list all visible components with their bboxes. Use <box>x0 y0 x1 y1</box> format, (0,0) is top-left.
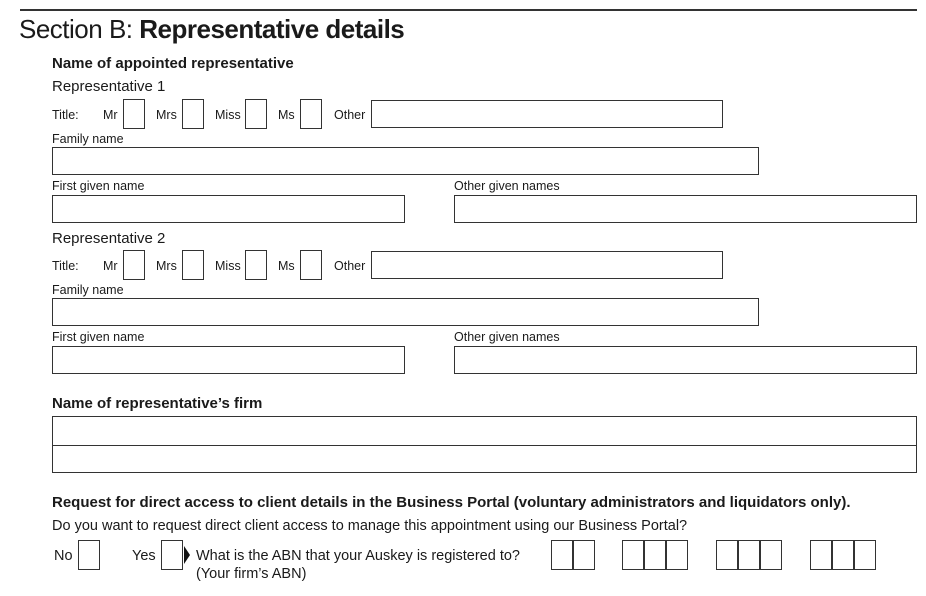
rep2-first-given-name-label: First given name <box>52 330 145 344</box>
rep2-other-given-names-input[interactable] <box>454 346 917 374</box>
rep1-family-name-input[interactable] <box>52 147 759 175</box>
rep1-ms-checkbox[interactable] <box>300 99 322 129</box>
firm-name-input-line-2[interactable] <box>52 445 917 473</box>
rep2-mr-label: Mr <box>103 259 118 273</box>
arrow-right-icon <box>184 546 190 564</box>
rep2-mrs-checkbox[interactable] <box>182 250 204 280</box>
section-top-rule <box>20 9 917 11</box>
rep1-mrs-checkbox[interactable] <box>182 99 204 129</box>
rep2-miss-label: Miss <box>215 259 241 273</box>
rep2-other-given-names-label: Other given names <box>454 330 560 344</box>
rep2-ms-label: Ms <box>278 259 295 273</box>
abn-digit-box[interactable] <box>573 540 595 570</box>
rep2-family-name-label: Family name <box>52 283 124 297</box>
rep2-first-given-name-input[interactable] <box>52 346 405 374</box>
rep2-title-label: Title: <box>52 259 79 273</box>
no-label: No <box>54 548 73 564</box>
no-checkbox[interactable] <box>78 540 100 570</box>
rep1-miss-label: Miss <box>215 108 241 122</box>
rep1-other-label: Other <box>334 108 366 122</box>
rep1-other-given-names-label: Other given names <box>454 179 560 193</box>
rep1-title-label: Title: <box>52 108 79 122</box>
section-heading: Representative details <box>139 14 405 44</box>
abn-digit-box[interactable] <box>644 540 666 570</box>
rep2-mrs-label: Mrs <box>156 259 177 273</box>
rep2-mr-checkbox[interactable] <box>123 250 145 280</box>
rep1-first-given-name-input[interactable] <box>52 195 405 223</box>
abn-digit-box[interactable] <box>666 540 688 570</box>
rep2-ms-checkbox[interactable] <box>300 250 322 280</box>
firm-name-input-line-1[interactable] <box>52 416 917 446</box>
abn-digit-box[interactable] <box>832 540 854 570</box>
abn-digit-box[interactable] <box>551 540 573 570</box>
abn-note: (Your firm’s ABN) <box>196 566 307 582</box>
rep2-other-label: Other <box>334 259 366 273</box>
abn-digit-box[interactable] <box>854 540 876 570</box>
access-heading: Request for direct access to client details in the Business Portal (voluntary administrators and liquidators only). <box>52 494 851 511</box>
abn-digit-box[interactable] <box>760 540 782 570</box>
rep1-mr-label: Mr <box>103 108 118 122</box>
rep1-first-given-name-label: First given name <box>52 179 145 193</box>
abn-digit-box[interactable] <box>622 540 644 570</box>
rep1-mr-checkbox[interactable] <box>123 99 145 129</box>
section-title <box>19 14 404 45</box>
abn-digit-box[interactable] <box>716 540 738 570</box>
firm-heading: Name of representative’s firm <box>52 395 263 412</box>
abn-question: What is the ABN that your Auskey is registered to? <box>196 548 520 564</box>
rep2-miss-checkbox[interactable] <box>245 250 267 280</box>
appointed-representative-heading: Name of appointed representative <box>52 55 294 72</box>
rep2-other-title-input[interactable] <box>371 251 723 279</box>
rep1-mrs-label: Mrs <box>156 108 177 122</box>
rep1-family-name-label: Family name <box>52 132 124 146</box>
representative-1-heading: Representative 1 <box>52 78 166 95</box>
yes-label: Yes <box>132 548 156 564</box>
access-question: Do you want to request direct client access to manage this appointment using our Business Portal? <box>52 518 688 534</box>
rep1-miss-checkbox[interactable] <box>245 99 267 129</box>
rep1-other-title-input[interactable] <box>371 100 723 128</box>
rep1-ms-label: Ms <box>278 108 295 122</box>
rep2-family-name-input[interactable] <box>52 298 759 326</box>
abn-digit-box[interactable] <box>738 540 760 570</box>
yes-checkbox[interactable] <box>161 540 183 570</box>
abn-digit-box[interactable] <box>810 540 832 570</box>
section-prefix: Section B: <box>19 14 133 44</box>
representative-2-heading: Representative 2 <box>52 230 166 247</box>
rep1-other-given-names-input[interactable] <box>454 195 917 223</box>
